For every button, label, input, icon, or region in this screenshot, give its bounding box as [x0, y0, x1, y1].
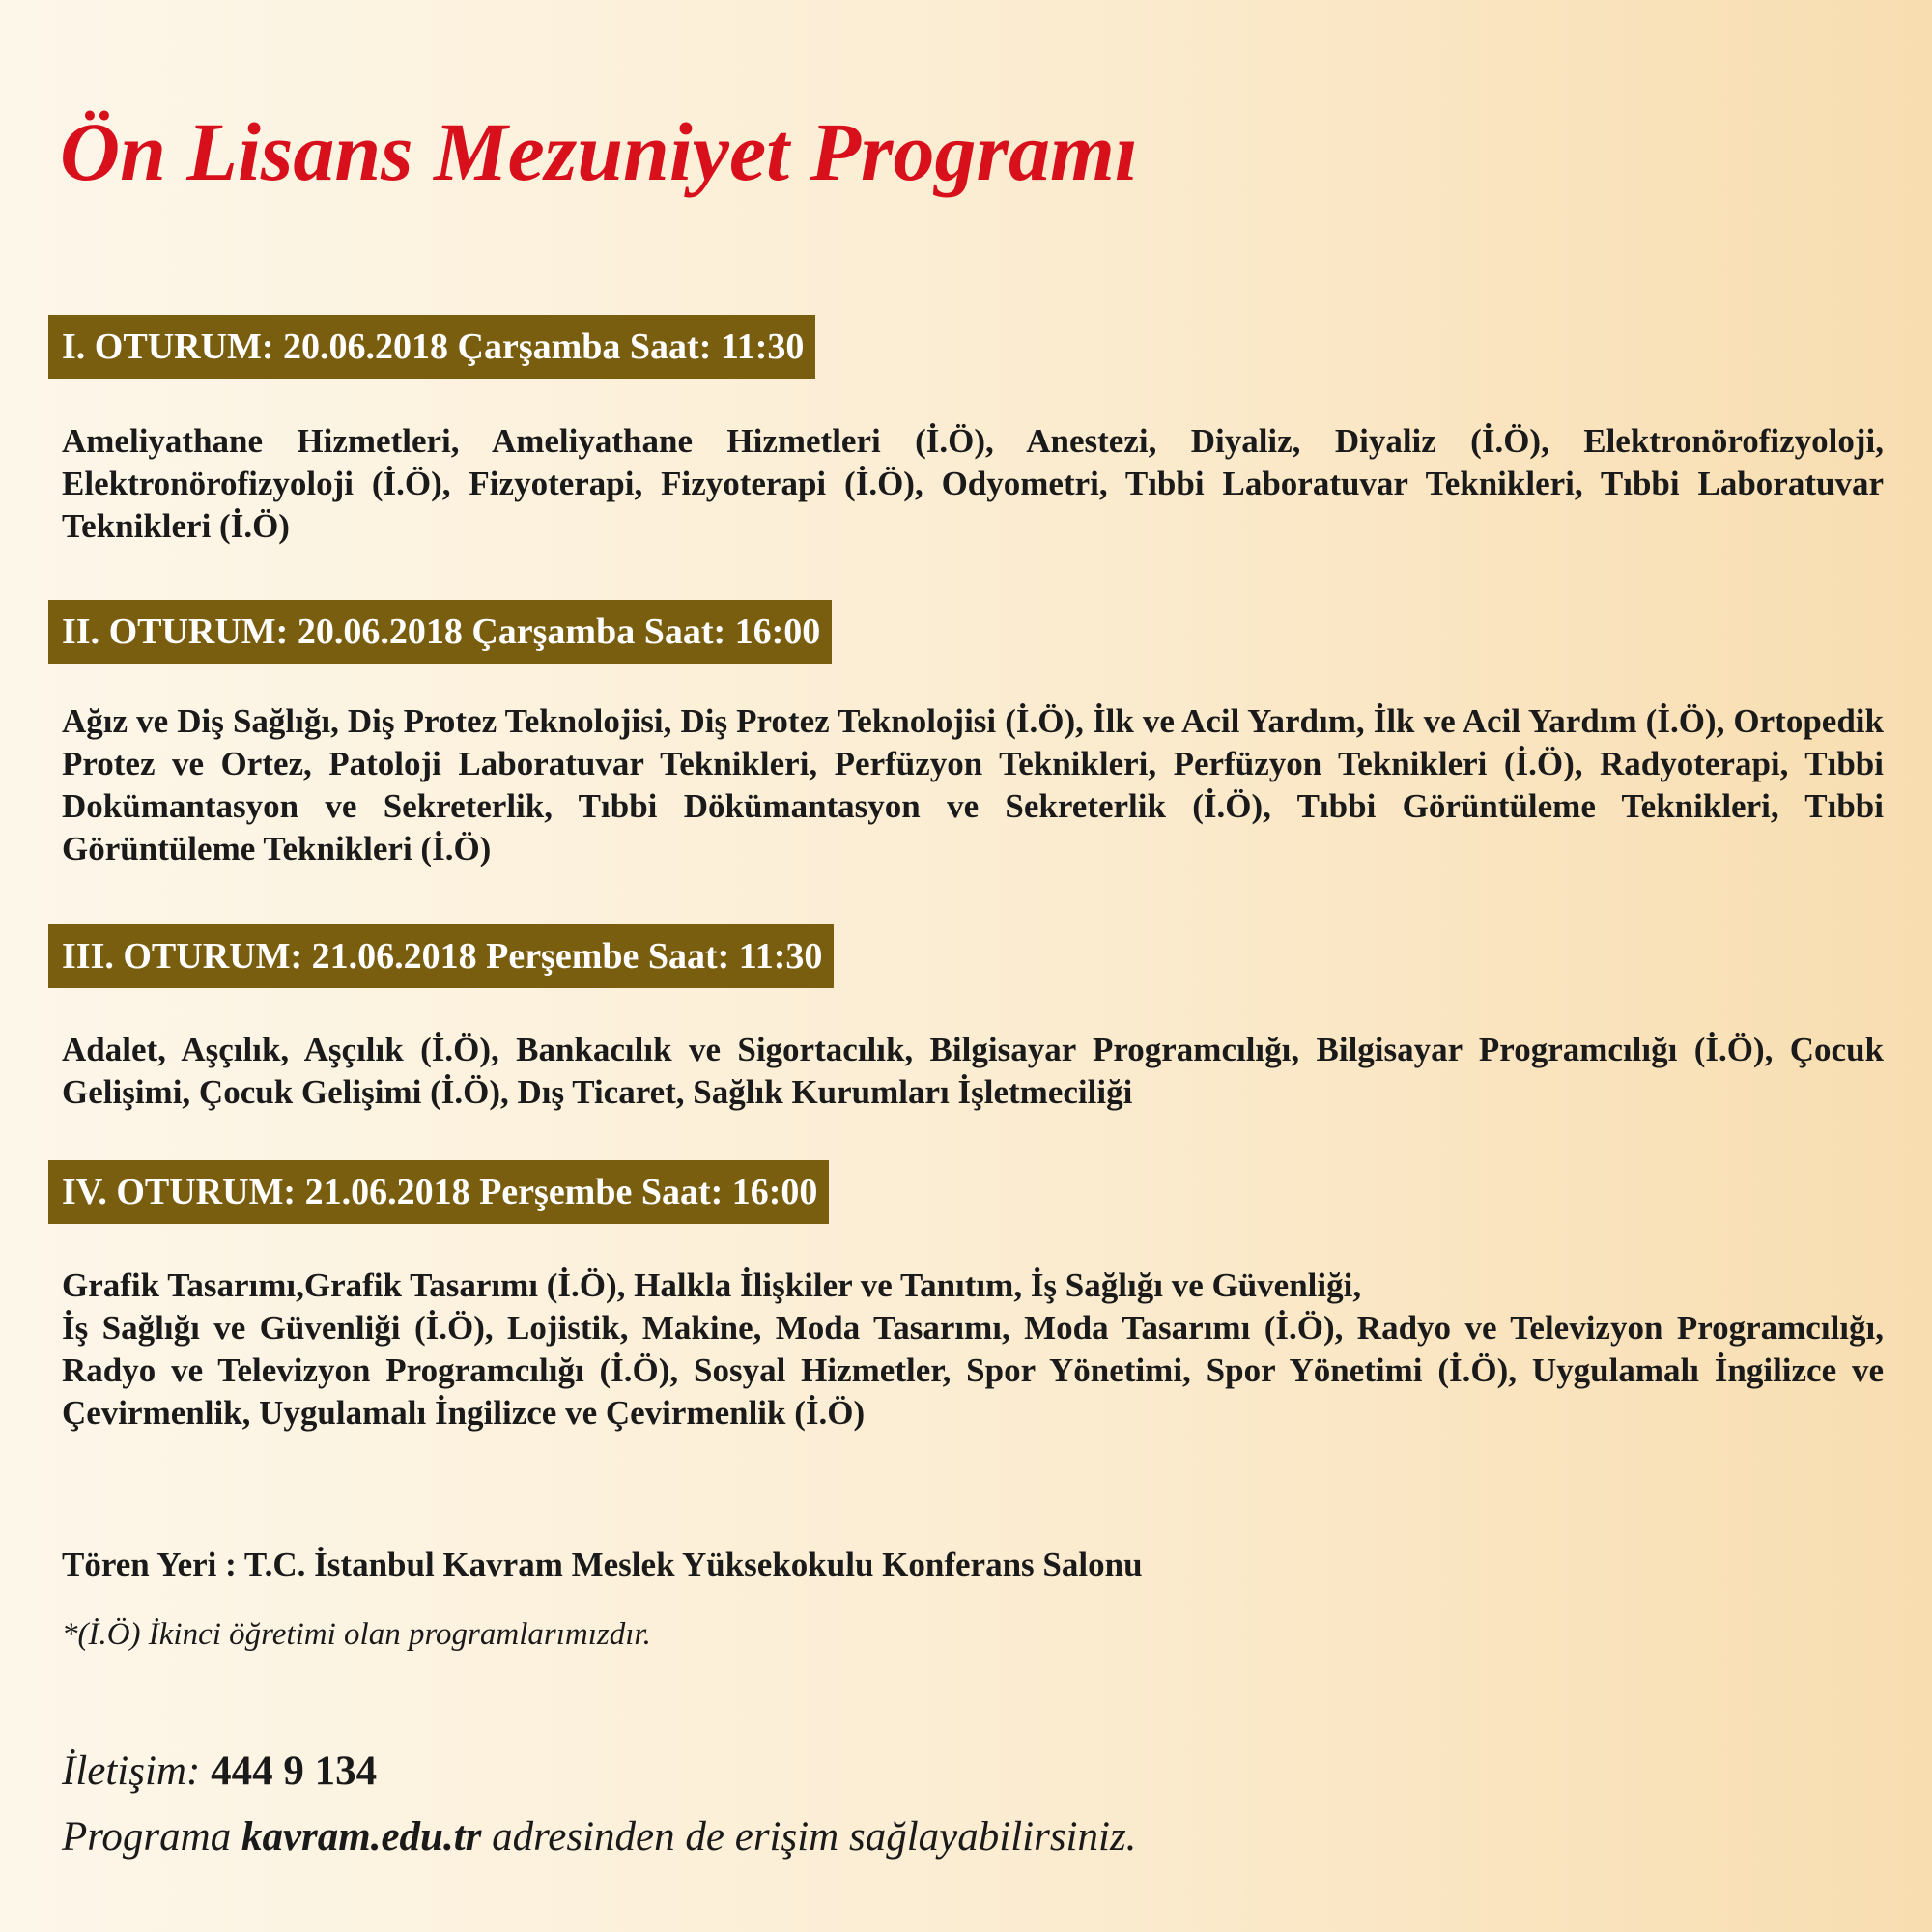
contact-line	[62, 1747, 377, 1797]
session-4-header: IV. OTURUM: 21.06.2018 Perşembe Saat: 16:00	[48, 1160, 829, 1224]
website-link: kavram.edu.tr	[241, 1814, 482, 1860]
session-1-header: I. OTURUM: 20.06.2018 Çarşamba Saat: 11:30	[48, 315, 815, 379]
session-1-programs: Ameliyathane Hizmetleri, Ameliyathane Hizmetleri (İ.Ö), Anestezi, Diyaliz, Diyaliz (İ.Ö), Elektronörofizyoloji, Elektronörofizyoloji (İ.Ö), Fizyoterapi, Fizyoterapi (İ.Ö), Odyometri, Tıbbi Laboratuvar Teknikleri, Tıbbi Laboratuvar Teknikleri (İ.Ö)	[62, 422, 1884, 545]
website-note-suffix: adresinden de erişim sağlayabilirsiniz.	[492, 1814, 1137, 1860]
session-3-header: III. OTURUM: 21.06.2018 Perşembe Saat: 11:30	[48, 924, 834, 988]
contact-label: İletişim:	[62, 1748, 201, 1794]
footnote: *(İ.Ö) İkinci öğretimi olan programlarımızdır.	[62, 1617, 651, 1652]
session-2-header: II. OTURUM: 20.06.2018 Çarşamba Saat: 16:00	[48, 600, 832, 664]
website-note-prefix: Programa	[62, 1814, 232, 1860]
page-title: Ön Lisans Mezuniyet Programı	[60, 105, 1138, 198]
website-note	[62, 1812, 1136, 1862]
contact-phone: 444 9 134	[211, 1748, 378, 1794]
session-3-programs: Adalet, Aşçılık, Aşçılık (İ.Ö), Bankacılık ve Sigortacılık, Bilgisayar Programcılığı, Bilgisayar Programcılığı (İ.Ö), Çocuk Gelişimi, Çocuk Gelişimi (İ.Ö), Dış Ticaret, Sağlık Kurumları İşletmeciliği	[62, 1031, 1884, 1111]
session-2-programs: Ağız ve Diş Sağlığı, Diş Protez Teknolojisi, Diş Protez Teknolojisi (İ.Ö), İlk ve Acil Yardım, İlk ve Acil Yardım (İ.Ö), Ortopedik Protez ve Ortez, Patoloji Laboratuvar Teknikleri, Perfüzyon Teknikleri, Perfüzyon Teknikleri (İ.Ö), Radyoterapi, Tıbbi Dokümantasyon ve Sekreterlik, Tıbbi Dökümantasyon ve Sekreterlik (İ.Ö), Tıbbi Görüntüleme Teknikleri, Tıbbi Görüntüleme Teknikleri (İ.Ö)	[62, 702, 1884, 867]
ceremony-venue: Tören Yeri : T.C. İstanbul Kavram Meslek Yüksekokulu Konferans Salonu	[62, 1546, 1143, 1583]
session-4-programs-line2: İş Sağlığı ve Güvenliği (İ.Ö), Lojistik, Makine, Moda Tasarımı, Moda Tasarımı (İ.Ö), Radyo ve Televizyon Programcılığı, Radyo ve Televizyon Programcılığı (İ.Ö), Sosyal Hizmetler, Spor Yönetimi, Spor Yönetimi (İ.Ö), Uygulamalı İngilizce ve Çevirmenlik, Uygulamalı İngilizce ve Çevirmenlik (İ.Ö)	[62, 1309, 1884, 1432]
session-4-programs	[62, 1264, 1884, 1435]
session-4-programs-line1: Grafik Tasarımı,Grafik Tasarımı (İ.Ö), Halkla İlişkiler ve Tanıtım, İş Sağlığı ve Güvenliği,	[62, 1266, 1362, 1304]
